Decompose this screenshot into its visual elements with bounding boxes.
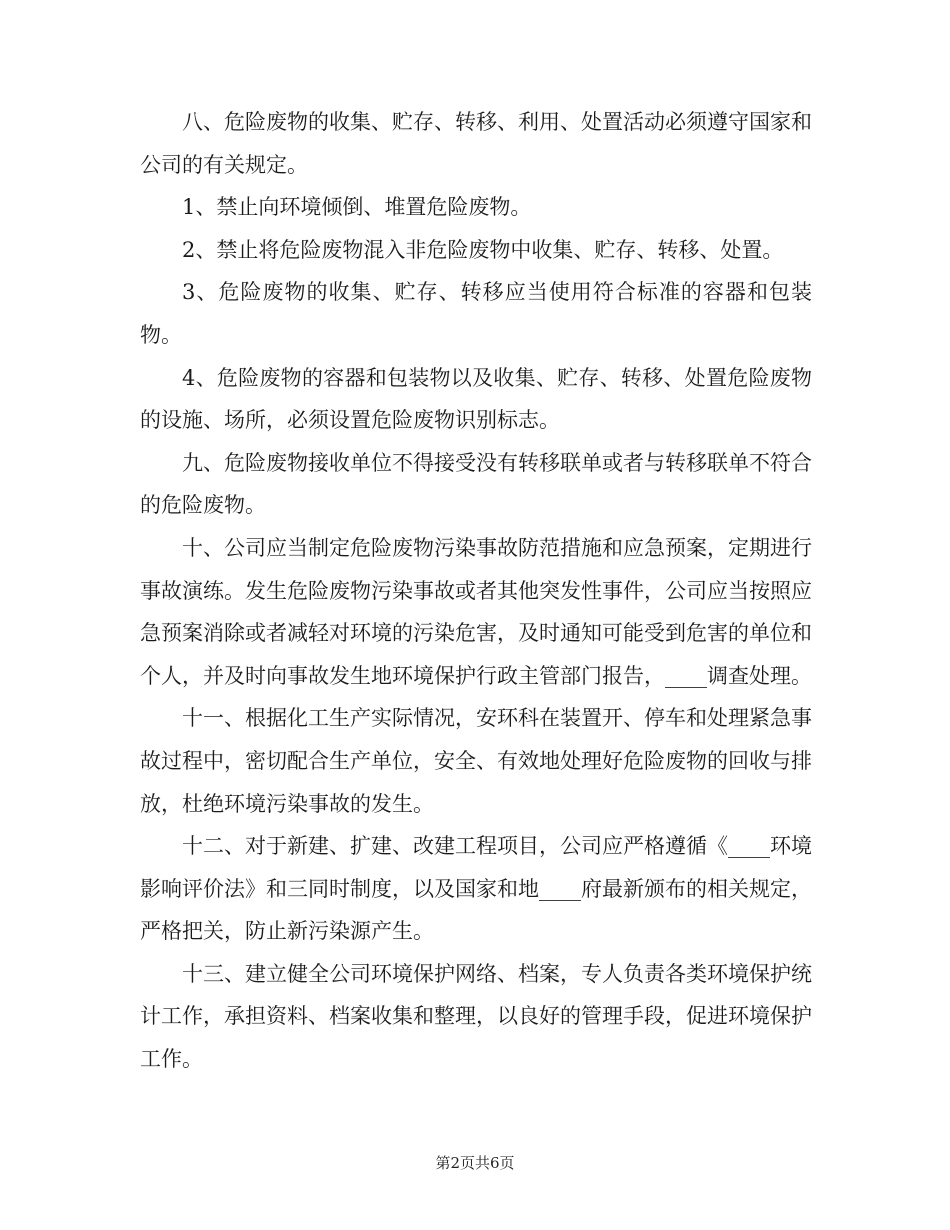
paragraph-12: 十二、对于新建、扩建、改建工程项目，公司应严格遵循《____环境影响评价法》和三同时制度，以及国家和地____府最新颁布的相关规定，严格把关，防止新污染源产生。 (140, 834, 812, 944)
paragraph-9: 九、危险废物接收单位不得接受没有转移联单或者与转移联单不符合的危险废物。 (140, 450, 812, 518)
paragraph-13: 十三、建立健全公司环境保护网络、档案，专人负责各类环境保护统计工作，承担资料、档案收集和整理，以良好的管理手段，促进环境保护工作。 (140, 961, 812, 1072)
paragraph-8-item-4: 4、危险废物的容器和包装物以及收集、贮存、转移、处置危险废物的设施、场所，必须设置危险废物识别标志。 (140, 365, 812, 433)
document-body (140, 101, 812, 1081)
paragraph-8-item-3: 3、危险废物的收集、贮存、转移应当使用符合标准的容器和包装物。 (140, 280, 812, 347)
paragraph-10: 十、公司应当制定危险废物污染事故防范措施和应急预案，定期进行事故演练。发生危险废物污染事故或者其他突发性事件，公司应当按照应急预案消除或者减轻对环境的污染危害，及时通知可能受到危害的单位和个人，并及时向事故发生地环境保护行政主管部门报告，____调查处理。 (140, 535, 812, 688)
paragraph-8: 八、危险废物的收集、贮存、转移、利用、处置活动必须遵守国家和公司的有关规定。 (140, 110, 812, 177)
page-number: 第2页共6页 (435, 1154, 515, 1172)
paragraph-8-item-1: 1、禁止向环境倾倒、堆置危险废物。 (182, 195, 532, 220)
paragraph-8-item-2: 2、禁止将危险废物混入非危险废物中收集、贮存、转移、处置。 (182, 237, 784, 262)
paragraph-11: 十一、根据化工生产实际情况，安环科在装置开、停车和处理紧急事故过程中，密切配合生产单位，安全、有效地处理好危险废物的回收与排放，杜绝环境污染事故的发生。 (140, 706, 812, 816)
